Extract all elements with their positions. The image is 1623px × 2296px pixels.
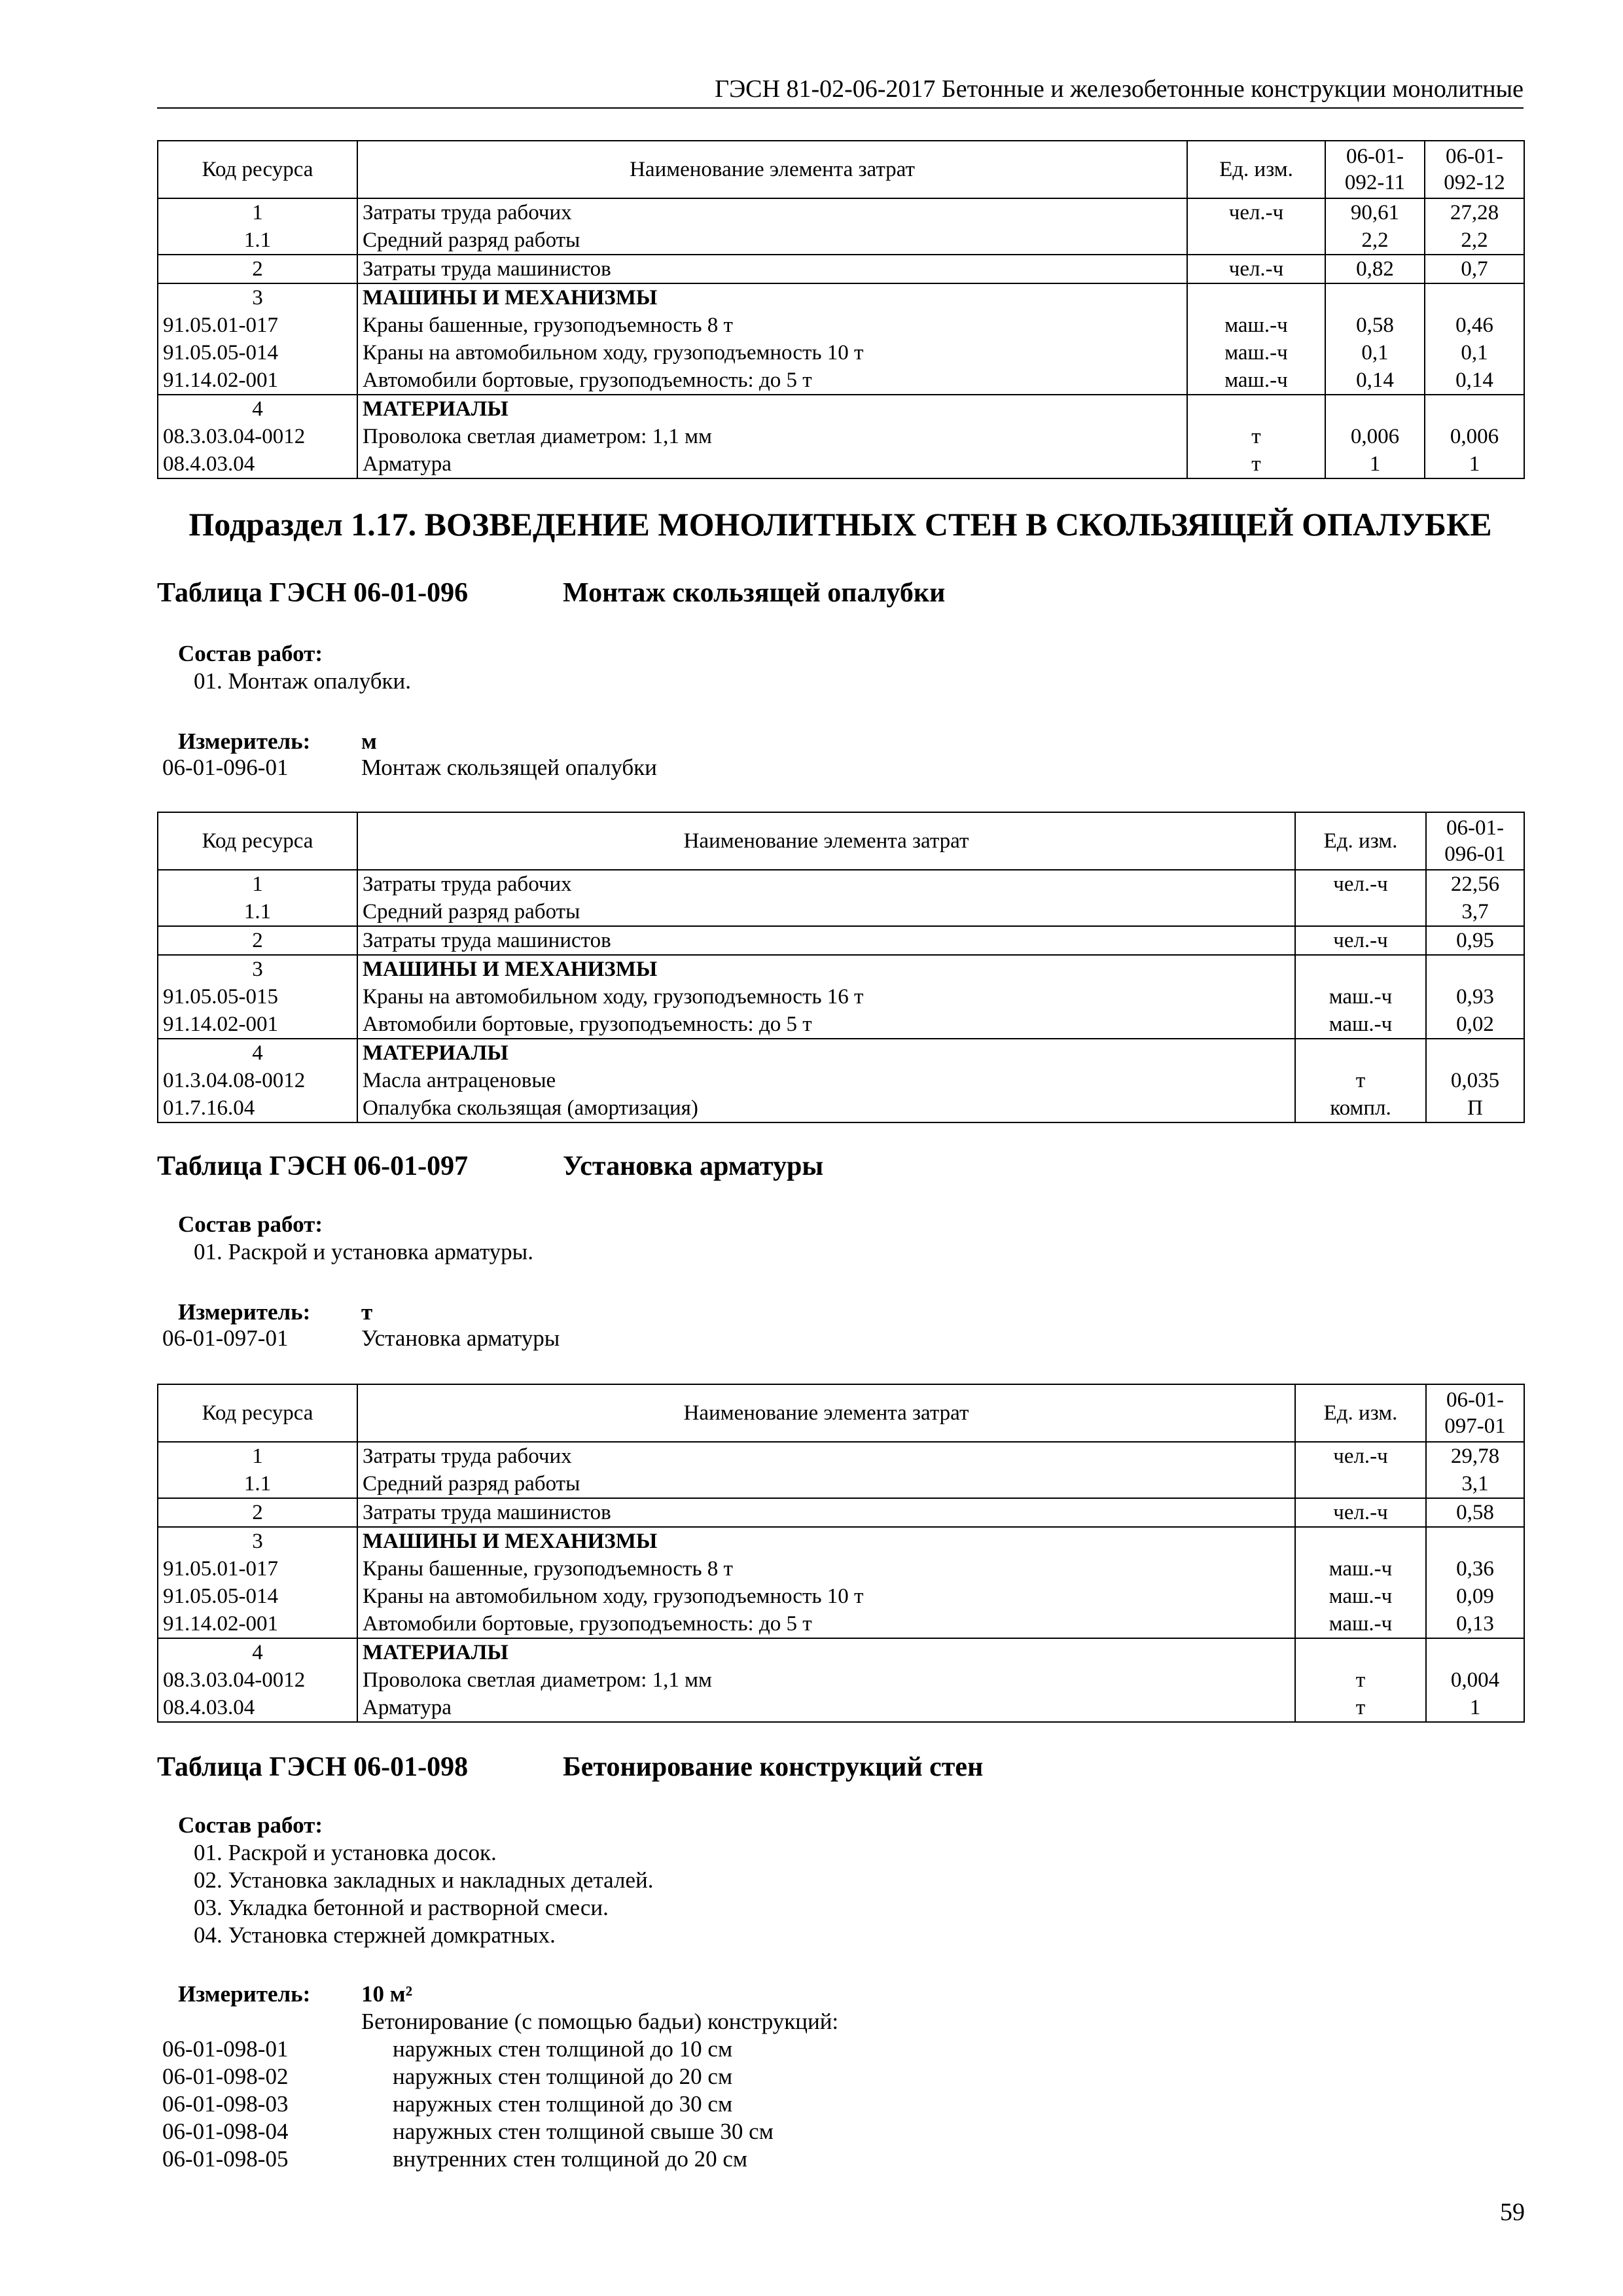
norm-value: 0,7: [1425, 255, 1524, 283]
norm-value: 0,14: [1325, 367, 1425, 395]
unit: [1295, 1638, 1426, 1666]
resource-code: 08.3.03.04-0012: [158, 423, 357, 450]
cost-element-name: Проволока светлая диаметром: 1,1 мм: [357, 1666, 1295, 1694]
cost-element-name: Автомобили бортовые, грузоподъемность: до 5 т: [357, 1610, 1295, 1638]
unit: маш.-ч: [1295, 1011, 1426, 1039]
resource-code: 01.3.04.08-0012: [158, 1067, 357, 1094]
table-title-098: [157, 1751, 983, 1783]
cost-element-name: Краны башенные, грузоподъемность 8 т: [357, 312, 1187, 339]
column-header: 06-01-092-12: [1425, 141, 1524, 198]
table-row: [158, 983, 1524, 1011]
table-row: [158, 1527, 1524, 1555]
composition-label: Состав работ:: [178, 641, 323, 666]
unit: маш.-ч: [1295, 1583, 1426, 1610]
unit: [1295, 1527, 1426, 1555]
norm-value: [1426, 955, 1524, 983]
cost-element-name: Затраты труда рабочих: [357, 198, 1187, 226]
resource-code: 2: [158, 255, 357, 283]
item-name: наружных стен толщиной до 20 см: [393, 2064, 733, 2089]
item-name: Установка арматуры: [361, 1325, 560, 1351]
norm-value: [1325, 283, 1425, 312]
norm-value: П: [1426, 1094, 1524, 1122]
work-item: 01. Раскрой и установка арматуры.: [194, 1239, 533, 1265]
unit: [1295, 898, 1426, 926]
unit: чел.-ч: [1187, 198, 1325, 226]
section-heading: МАТЕРИАЛЫ: [357, 1638, 1295, 1666]
cost-table-097: [157, 1384, 1525, 1723]
measure-unit: м: [361, 728, 377, 754]
table-row: [158, 898, 1524, 926]
section-heading: МАТЕРИАЛЫ: [357, 395, 1187, 423]
unit: [1295, 1039, 1426, 1067]
unit: маш.-ч: [1187, 312, 1325, 339]
unit: т: [1295, 1666, 1426, 1694]
unit: [1187, 395, 1325, 423]
norm-value: [1425, 283, 1524, 312]
norm-value: [1426, 1039, 1524, 1067]
table-row: [158, 1094, 1524, 1122]
table-row: [158, 1498, 1524, 1527]
unit: компл.: [1295, 1094, 1426, 1122]
norm-value: 0,82: [1325, 255, 1425, 283]
composition-label: Состав работ:: [178, 1812, 323, 1838]
norm-value: 0,14: [1425, 367, 1524, 395]
table-row: [158, 283, 1524, 312]
resource-code: 91.05.05-014: [158, 1583, 357, 1610]
column-header: Код ресурса: [158, 1384, 357, 1442]
section-heading: МАШИНЫ И МЕХАНИЗМЫ: [357, 1527, 1295, 1555]
table-row: [158, 255, 1524, 283]
resource-code: 1: [158, 198, 357, 226]
norm-value: 22,56: [1426, 870, 1524, 898]
cost-element-name: Затраты труда машинистов: [357, 1498, 1295, 1527]
item-name: внутренних стен толщиной до 20 см: [393, 2146, 748, 2172]
table-number: Таблица ГЭСН 06-01-096: [157, 578, 469, 608]
cost-element-name: Автомобили бортовые, грузоподъемность: до 5 т: [357, 367, 1187, 395]
page-number: 59: [1500, 2198, 1525, 2226]
cost-element-name: Опалубка скользящая (амортизация): [357, 1094, 1295, 1122]
item-code: 06-01-098-02: [162, 2064, 289, 2089]
cost-element-name: Краны на автомобильном ходу, грузоподъемность 16 т: [357, 983, 1295, 1011]
norm-value: 0,006: [1425, 423, 1524, 450]
measure-unit: т: [361, 1299, 373, 1325]
unit: т: [1295, 1067, 1426, 1094]
cost-element-name: Краны башенные, грузоподъемность 8 т: [357, 1555, 1295, 1583]
table-row: [158, 1039, 1524, 1067]
table-row: [158, 1694, 1524, 1722]
norm-value: 2,2: [1325, 226, 1425, 255]
norm-value: 0,58: [1325, 312, 1425, 339]
column-header: Наименование элемента затрат: [357, 1384, 1295, 1442]
work-item: 02. Установка закладных и накладных деталей.: [194, 1867, 654, 1893]
work-item: 03. Укладка бетонной и растворной смеси.: [194, 1895, 609, 1920]
item-code: 06-01-098-05: [162, 2146, 289, 2172]
norm-value: 0,1: [1425, 339, 1524, 367]
table-row: [158, 1638, 1524, 1666]
unit: чел.-ч: [1295, 1442, 1426, 1470]
resource-code: 1.1: [158, 898, 357, 926]
resource-code: 08.3.03.04-0012: [158, 1666, 357, 1694]
table-header-row: [158, 812, 1524, 870]
unit: маш.-ч: [1295, 983, 1426, 1011]
table-row: [158, 1011, 1524, 1039]
norm-value: 0,13: [1426, 1610, 1524, 1638]
item-name: наружных стен толщиной свыше 30 см: [393, 2119, 774, 2144]
table-header-row: [158, 141, 1524, 198]
measure-description: Бетонирование (с помощью бадьи) конструкций:: [361, 2009, 839, 2034]
cost-element-name: Арматура: [357, 450, 1187, 478]
norm-value: 0,58: [1426, 1498, 1524, 1527]
table-row: [158, 1442, 1524, 1470]
section-heading: МАШИНЫ И МЕХАНИЗМЫ: [357, 283, 1187, 312]
norm-value: 0,46: [1425, 312, 1524, 339]
norm-value: 0,035: [1426, 1067, 1524, 1094]
cost-table-092: [157, 140, 1525, 479]
table-name: Бетонирование конструкций стен: [563, 1752, 984, 1782]
column-header: Ед. изм.: [1295, 812, 1426, 870]
column-header: 06-01-097-01: [1426, 1384, 1524, 1442]
unit: [1187, 226, 1325, 255]
norm-value: 0,09: [1426, 1583, 1524, 1610]
resource-code: 3: [158, 955, 357, 983]
resource-code: 3: [158, 283, 357, 312]
column-header: Наименование элемента затрат: [357, 812, 1295, 870]
cost-element-name: Средний разряд работы: [357, 1470, 1295, 1498]
table-row: [158, 423, 1524, 450]
resource-code: 1: [158, 1442, 357, 1470]
norm-value: 1: [1426, 1694, 1524, 1722]
unit: т: [1187, 423, 1325, 450]
column-header: Наименование элемента затрат: [357, 141, 1187, 198]
table-title-097: [157, 1151, 823, 1182]
table-name: Монтаж скользящей опалубки: [563, 578, 946, 608]
column-header: Ед. изм.: [1295, 1384, 1426, 1442]
unit: [1187, 283, 1325, 312]
work-item: 04. Установка стержней домкратных.: [194, 1922, 556, 1948]
table-row: [158, 339, 1524, 367]
resource-code: 91.05.01-017: [158, 1555, 357, 1583]
table-number: Таблица ГЭСН 06-01-098: [157, 1752, 469, 1782]
cost-element-name: Затраты труда рабочих: [357, 1442, 1295, 1470]
norm-value: 0,004: [1426, 1666, 1524, 1694]
table-row: [158, 870, 1524, 898]
table-title-096: [157, 577, 945, 609]
table-number: Таблица ГЭСН 06-01-097: [157, 1151, 469, 1181]
resource-code: 08.4.03.04: [158, 1694, 357, 1722]
cost-element-name: Средний разряд работы: [357, 898, 1295, 926]
norm-value: 3,7: [1426, 898, 1524, 926]
cost-table-096: [157, 812, 1525, 1123]
column-header: 06-01-096-01: [1426, 812, 1524, 870]
item-name: Монтаж скользящей опалубки: [361, 755, 657, 780]
resource-code: 91.14.02-001: [158, 1011, 357, 1039]
table-row: [158, 198, 1524, 226]
norm-value: [1325, 395, 1425, 423]
unit: маш.-ч: [1295, 1610, 1426, 1638]
resource-code: 2: [158, 926, 357, 955]
resource-code: 91.05.05-015: [158, 983, 357, 1011]
section-heading: МАТЕРИАЛЫ: [357, 1039, 1295, 1067]
measure-label: Измеритель:: [178, 1981, 311, 2007]
resource-code: 4: [158, 395, 357, 423]
table-row: [158, 450, 1524, 478]
item-code: 06-01-098-03: [162, 2091, 289, 2117]
norm-value: 0,1: [1325, 339, 1425, 367]
work-item: 01. Раскрой и установка досок.: [194, 1840, 497, 1865]
work-item: 01. Монтаж опалубки.: [194, 668, 412, 694]
cost-element-name: Масла антраценовые: [357, 1067, 1295, 1094]
item-code: 06-01-098-04: [162, 2119, 289, 2144]
resource-code: 1.1: [158, 1470, 357, 1498]
column-header: Ед. изм.: [1187, 141, 1325, 198]
norm-value: [1426, 1527, 1524, 1555]
running-header: ГЭСН 81-02-06-2017 Бетонные и железобетонные конструкции монолитные: [157, 73, 1524, 109]
table-row: [158, 1555, 1524, 1583]
norm-value: 1: [1325, 450, 1425, 478]
table-row: [158, 1610, 1524, 1638]
table-header-row: [158, 1384, 1524, 1442]
table-row: [158, 395, 1524, 423]
table-row: [158, 1666, 1524, 1694]
norm-value: 27,28: [1425, 198, 1524, 226]
table-name: Установка арматуры: [563, 1151, 824, 1181]
unit: маш.-ч: [1295, 1555, 1426, 1583]
unit: [1295, 955, 1426, 983]
norm-value: [1426, 1638, 1524, 1666]
norm-value: 0,02: [1426, 1011, 1524, 1039]
resource-code: 1: [158, 870, 357, 898]
cost-element-name: Проволока светлая диаметром: 1,1 мм: [357, 423, 1187, 450]
cost-element-name: Средний разряд работы: [357, 226, 1187, 255]
column-header: Код ресурса: [158, 812, 357, 870]
table-row: [158, 226, 1524, 255]
resource-code: 91.14.02-001: [158, 367, 357, 395]
unit: чел.-ч: [1295, 870, 1426, 898]
unit: маш.-ч: [1187, 367, 1325, 395]
table-row: [158, 1470, 1524, 1498]
unit: т: [1187, 450, 1325, 478]
cost-element-name: Затраты труда машинистов: [357, 926, 1295, 955]
resource-code: 01.7.16.04: [158, 1094, 357, 1122]
table-row: [158, 312, 1524, 339]
norm-value: 2,2: [1425, 226, 1524, 255]
column-header: 06-01-092-11: [1325, 141, 1425, 198]
unit: т: [1295, 1694, 1426, 1722]
cost-element-name: Затраты труда рабочих: [357, 870, 1295, 898]
norm-value: 0,93: [1426, 983, 1524, 1011]
subsection-title: Подраздел 1.17. ВОЗВЕДЕНИЕ МОНОЛИТНЫХ СТЕН В СКОЛЬЗЯЩЕЙ ОПАЛУБКЕ: [188, 506, 1492, 543]
composition-label: Состав работ:: [178, 1211, 323, 1237]
item-code: 06-01-098-01: [162, 2036, 289, 2062]
resource-code: 3: [158, 1527, 357, 1555]
norm-value: 0,006: [1325, 423, 1425, 450]
resource-code: 2: [158, 1498, 357, 1527]
measure-label: Измеритель:: [178, 728, 311, 754]
item-name: наружных стен толщиной до 30 см: [393, 2091, 733, 2117]
table-row: [158, 926, 1524, 955]
norm-value: 0,95: [1426, 926, 1524, 955]
table-row: [158, 1583, 1524, 1610]
column-header: Код ресурса: [158, 141, 357, 198]
cost-element-name: Краны на автомобильном ходу, грузоподъемность 10 т: [357, 1583, 1295, 1610]
resource-code: 4: [158, 1039, 357, 1067]
norm-value: [1425, 395, 1524, 423]
unit: [1295, 1470, 1426, 1498]
item-name: наружных стен толщиной до 10 см: [393, 2036, 733, 2062]
resource-code: 91.14.02-001: [158, 1610, 357, 1638]
cost-element-name: Арматура: [357, 1694, 1295, 1722]
resource-code: 08.4.03.04: [158, 450, 357, 478]
resource-code: 4: [158, 1638, 357, 1666]
norm-value: 0,36: [1426, 1555, 1524, 1583]
cost-element-name: Автомобили бортовые, грузоподъемность: до 5 т: [357, 1011, 1295, 1039]
cost-element-name: Затраты труда машинистов: [357, 255, 1187, 283]
resource-code: 91.05.05-014: [158, 339, 357, 367]
norm-value: 3,1: [1426, 1470, 1524, 1498]
unit: маш.-ч: [1187, 339, 1325, 367]
item-code: 06-01-096-01: [162, 755, 289, 780]
cost-element-name: Краны на автомобильном ходу, грузоподъемность 10 т: [357, 339, 1187, 367]
section-heading: МАШИНЫ И МЕХАНИЗМЫ: [357, 955, 1295, 983]
measure-unit: 10 м²: [361, 1981, 413, 2007]
norm-value: 1: [1425, 450, 1524, 478]
measure-label: Измеритель:: [178, 1299, 311, 1325]
table-row: [158, 1067, 1524, 1094]
resource-code: 1.1: [158, 226, 357, 255]
resource-code: 91.05.01-017: [158, 312, 357, 339]
unit: чел.-ч: [1187, 255, 1325, 283]
norm-value: 90,61: [1325, 198, 1425, 226]
table-row: [158, 367, 1524, 395]
unit: чел.-ч: [1295, 1498, 1426, 1527]
norm-value: 29,78: [1426, 1442, 1524, 1470]
item-code: 06-01-097-01: [162, 1325, 289, 1351]
table-row: [158, 955, 1524, 983]
unit: чел.-ч: [1295, 926, 1426, 955]
